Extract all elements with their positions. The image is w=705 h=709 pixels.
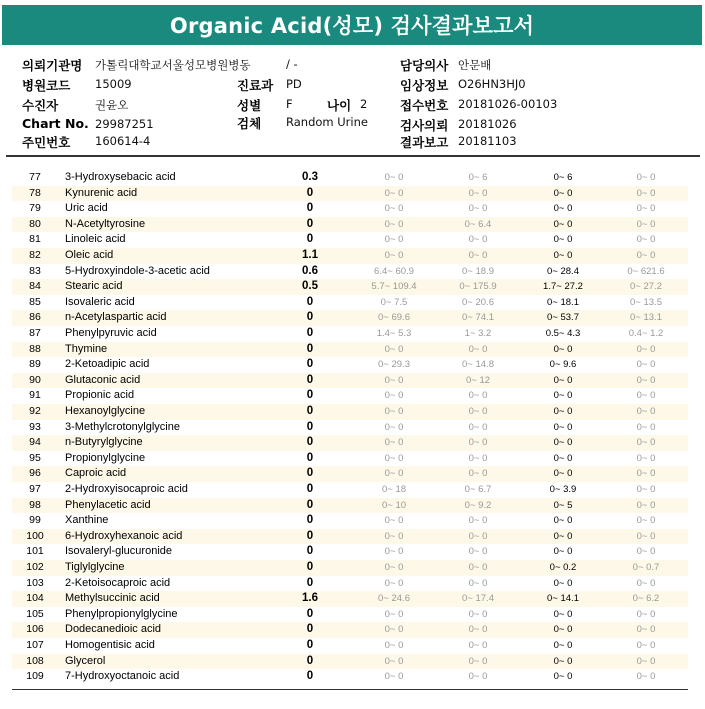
reference-range-3: 0~ 0 [553, 530, 573, 542]
acid-name: Homogentisic acid [65, 639, 155, 651]
result-value: 0 [306, 483, 314, 495]
receipt-no-label: 접수번호 [400, 98, 449, 113]
table-bottom-rule [12, 689, 688, 690]
result-value: 0 [306, 202, 314, 215]
reference-range-3: 0~ 6 [553, 172, 573, 183]
receipt-no-value: 20181026-00103 [458, 97, 558, 111]
row-number: 89 [29, 358, 41, 371]
acid-name: Phenylpropionylglycine [65, 607, 178, 620]
clinical-info-value: O26HN3HJ0 [458, 77, 526, 91]
reference-range-4: 0~ 0 [636, 468, 656, 480]
resident-no-value: 160614-4 [95, 134, 151, 148]
reference-range-2: 0~ 14.8 [462, 359, 494, 371]
reference-range-3: 0~ 0 [553, 515, 573, 527]
acid-name: Propionylglycine [65, 451, 146, 464]
table-row [12, 482, 688, 498]
reference-range-2: 0~ 20.6 [462, 296, 494, 308]
row-number: 79 [29, 202, 41, 215]
reference-range-4: 0~ 0 [636, 218, 656, 230]
acid-name: Thymine [65, 342, 108, 355]
reference-range-4: 0.4~ 1.2 [628, 328, 664, 339]
reference-range-1: 0~ 0 [384, 250, 404, 261]
reference-range-3: 1.7~ 27.2 [543, 281, 583, 293]
reference-range-2: 0~ 6 [468, 172, 488, 183]
reference-range-3: 0~ 53.7 [547, 312, 579, 324]
reference-range-4: 0~ 0 [636, 624, 656, 636]
result-value: 0 [306, 623, 314, 636]
reference-range-1: 0~ 0 [384, 437, 404, 449]
reference-range-2: 0~ 0 [468, 671, 488, 683]
reference-range-1: 0~ 0 [384, 546, 404, 558]
table-row [12, 529, 688, 545]
reference-range-2: 0~ 0 [468, 530, 488, 542]
reference-range-4: 0~ 0 [636, 530, 656, 542]
acid-name: Xanthine [65, 514, 109, 527]
acid-name: 2-Ketoadipic acid [65, 358, 150, 371]
patient-label: 수진자 [22, 98, 59, 113]
table-row [12, 544, 688, 560]
reference-range-3: 0~ 3.9 [549, 484, 577, 495]
reference-range-1: 5.7~ 109.4 [371, 281, 417, 293]
reference-range-4: 0~ 13.5 [630, 296, 662, 308]
reference-range-1: 0~ 0 [384, 515, 404, 527]
reference-range-4: 0~ 0 [636, 390, 656, 402]
reference-range-1: 0~ 0 [384, 234, 404, 246]
result-value: 0.6 [302, 264, 318, 277]
reference-range-1: 0~ 0 [384, 406, 404, 417]
reference-range-1: 0~ 0 [384, 608, 404, 620]
acid-name: 2-Ketoisocaproic acid [65, 576, 171, 589]
age-value: 2 [360, 97, 368, 111]
table-row [12, 404, 688, 420]
acid-name: Caproic acid [65, 467, 127, 480]
reference-range-4: 0~ 0 [636, 671, 656, 683]
reference-range-4: 0~ 0 [636, 640, 656, 651]
result-value: 0 [306, 639, 314, 651]
acid-name: n-Acetylaspartic acid [65, 311, 167, 324]
acid-name: 3-Hydroxysebacic acid [65, 171, 176, 183]
table-row [12, 217, 688, 233]
acid-name: 6-Hydroxyhexanoic acid [65, 529, 183, 542]
reference-range-4: 0~ 27.2 [630, 281, 662, 293]
table-row [12, 435, 688, 451]
row-number: 93 [29, 420, 41, 433]
row-number: 90 [29, 373, 41, 386]
reference-range-1: 6.4~ 60.9 [374, 265, 414, 277]
reference-range-2: 0~ 6.7 [464, 484, 492, 495]
row-number: 99 [29, 514, 41, 527]
reference-range-3: 0~ 0 [553, 250, 573, 261]
result-value: 0 [306, 295, 314, 308]
acid-name: Methylsuccinic acid [65, 592, 160, 605]
result-value: 0 [306, 451, 314, 464]
reference-range-4: 0~ 621.6 [627, 265, 665, 277]
reference-range-3: 0~ 0 [553, 421, 573, 433]
reference-range-3: 0~ 5 [553, 499, 573, 511]
result-value: 0 [306, 186, 314, 199]
table-row [12, 576, 688, 592]
patient-value: 권윤오 [95, 98, 129, 112]
chart-no-value: 29987251 [95, 117, 154, 131]
reference-range-1: 0~ 0 [384, 624, 404, 636]
acid-name: Kynurenic acid [65, 186, 138, 199]
reference-range-3: 0~ 28.4 [547, 265, 579, 277]
reference-range-1: 0~ 0 [384, 343, 404, 355]
row-number: 104 [26, 592, 44, 605]
table-row [12, 638, 688, 654]
reference-range-2: 0~ 0 [468, 437, 488, 449]
row-number: 96 [29, 467, 41, 480]
table-row [12, 607, 688, 623]
reference-range-3: 0~ 0 [553, 546, 573, 558]
result-value: 0 [306, 607, 314, 620]
table-row [12, 279, 688, 295]
result-value: 0 [306, 217, 314, 230]
row-number: 88 [29, 342, 41, 355]
row-number: 109 [26, 670, 44, 683]
report-date-label: 결과보고 [400, 135, 449, 150]
acid-name: Isovaleric acid [65, 295, 135, 308]
reference-range-2: 0~ 0 [468, 546, 488, 558]
reference-range-1: 0~ 0 [384, 203, 404, 215]
table-row [12, 466, 688, 482]
table-row [12, 295, 688, 311]
acid-name: Linoleic acid [65, 233, 126, 246]
reference-range-1: 0~ 0 [384, 671, 404, 683]
report-date-value: 20181103 [458, 134, 517, 148]
reference-range-1: 0~ 0 [384, 640, 404, 651]
reference-range-1: 0~ 0 [384, 390, 404, 402]
reference-range-4: 0~ 0 [636, 484, 656, 495]
result-value: 0 [306, 654, 314, 667]
acid-name: 3-Methylcrotonylglycine [65, 420, 180, 433]
row-number: 87 [29, 327, 41, 339]
acid-name: 5-Hydroxyindole-3-acetic acid [65, 264, 210, 277]
reference-range-4: 0~ 0 [636, 359, 656, 371]
result-value: 1.6 [302, 592, 318, 605]
reference-range-4: 0~ 13.1 [630, 312, 662, 324]
row-number: 77 [29, 171, 41, 183]
result-value: 0 [306, 436, 314, 449]
reference-range-1: 0~ 0 [384, 452, 404, 464]
acid-name: Dodecanedioic acid [65, 623, 162, 636]
reference-range-1: 1.4~ 5.3 [376, 328, 412, 339]
reference-range-4: 0~ 0 [636, 172, 656, 183]
result-value: 0 [306, 311, 314, 324]
reference-range-2: 0~ 0 [468, 608, 488, 620]
report-header [0, 50, 705, 150]
reference-range-1: 0~ 0 [384, 562, 404, 573]
reference-range-3: 0.5~ 4.3 [545, 328, 581, 339]
table-row [12, 654, 688, 670]
table-row [12, 232, 688, 248]
reference-range-3: 0~ 0 [553, 452, 573, 464]
row-number: 91 [29, 389, 41, 402]
reference-range-2: 0~ 0 [468, 624, 488, 636]
reference-range-3: 0~ 0 [553, 577, 573, 589]
reference-range-3: 0~ 0 [553, 406, 573, 417]
reference-range-4: 0~ 0 [636, 406, 656, 417]
acid-name: Glycerol [65, 654, 106, 667]
row-number: 92 [29, 405, 41, 417]
result-value: 0 [306, 342, 314, 355]
reference-range-3: 0~ 0 [553, 655, 573, 667]
reference-range-2: 0~ 0 [468, 577, 488, 589]
result-value: 0 [306, 233, 314, 246]
reference-range-2: 0~ 0 [468, 187, 488, 199]
reference-range-2: 0~ 0 [468, 250, 488, 261]
row-number: 84 [29, 280, 41, 293]
table-row [12, 170, 688, 186]
reference-range-3: 0~ 18.1 [547, 296, 579, 308]
acid-name: 2-Hydroxyisocaproic acid [65, 483, 188, 495]
reference-range-1: 0~ 0 [384, 530, 404, 542]
acid-name: Hexanoylglycine [65, 405, 146, 417]
header-divider [6, 155, 700, 157]
row-number: 95 [29, 451, 41, 464]
reference-range-4: 0~ 0 [636, 437, 656, 449]
result-value: 0 [306, 467, 314, 480]
hospital-label: 의뢰기관명 [22, 58, 83, 73]
reference-range-4: 0~ 0 [636, 234, 656, 246]
reference-range-3: 0~ 0 [553, 640, 573, 651]
table-row [12, 186, 688, 202]
reference-range-1: 0~ 0 [384, 468, 404, 480]
reference-range-3: 0~ 0 [553, 390, 573, 402]
acid-name: Uric acid [65, 202, 108, 215]
table-row [12, 373, 688, 389]
reference-range-3: 0~ 0.2 [549, 562, 577, 573]
reference-range-3: 0~ 0 [553, 234, 573, 246]
row-number: 98 [29, 498, 41, 511]
result-value: 0 [306, 498, 314, 511]
sex-value: F [286, 97, 293, 111]
clinical-info-label: 임상정보 [400, 78, 449, 93]
reference-range-1: 0~ 0 [384, 218, 404, 230]
reference-range-2: 0~ 0 [468, 203, 488, 215]
table-row [12, 560, 688, 576]
result-value: 0 [306, 561, 314, 573]
reference-range-3: 0~ 14.1 [547, 593, 579, 605]
acid-name: Isovaleryl-glucuronide [65, 545, 172, 558]
result-value: 0 [306, 529, 314, 542]
reference-range-2: 0~ 0 [468, 655, 488, 667]
reference-range-2: 0~ 175.9 [459, 281, 497, 293]
reference-range-2: 0~ 0 [468, 562, 488, 573]
specimen-label: 검체 [237, 116, 262, 131]
hospital-value: 가톨릭대학교서울성모병원병동 [95, 58, 251, 72]
row-number: 82 [29, 249, 41, 261]
table-row [12, 342, 688, 358]
row-number: 85 [29, 295, 41, 308]
reference-range-2: 0~ 17.4 [462, 593, 494, 605]
reference-range-2: 0~ 6.4 [464, 218, 492, 230]
age-label: 나이 [327, 98, 352, 113]
table-row [12, 498, 688, 514]
reference-range-1: 0~ 0 [384, 577, 404, 589]
reference-range-3: 0~ 9.6 [549, 359, 577, 371]
reference-range-4: 0~ 0 [636, 374, 656, 386]
reference-range-1: 0~ 10 [381, 499, 407, 511]
row-number: 78 [29, 186, 41, 199]
table-row [12, 513, 688, 529]
reference-range-3: 0~ 0 [553, 374, 573, 386]
reference-range-4: 0~ 0 [636, 608, 656, 620]
table-row [12, 591, 688, 607]
table-row [12, 310, 688, 326]
ward-value: / - [286, 57, 298, 71]
reference-range-2: 0~ 18.9 [462, 265, 494, 277]
reference-range-4: 0~ 0 [636, 203, 656, 215]
table-row [12, 622, 688, 638]
acid-name: Propionic acid [65, 389, 135, 402]
row-number: 97 [29, 483, 41, 495]
reference-range-4: 0~ 0 [636, 250, 656, 261]
table-row [12, 264, 688, 280]
reference-range-4: 0~ 0 [636, 515, 656, 527]
reference-range-2: 0~ 0 [468, 234, 488, 246]
reference-range-4: 0~ 6.2 [632, 593, 660, 605]
acid-name: Oleic acid [65, 249, 114, 261]
result-value: 0 [306, 576, 314, 589]
department-value: PD [286, 77, 302, 91]
table-row [12, 326, 688, 342]
table-row [12, 357, 688, 373]
reference-range-3: 0~ 0 [553, 343, 573, 355]
result-value: 0 [306, 373, 314, 386]
reference-range-2: 0~ 0 [468, 406, 488, 417]
row-number: 105 [26, 607, 44, 620]
reference-range-4: 0~ 0 [636, 421, 656, 433]
reference-range-3: 0~ 0 [553, 468, 573, 480]
reference-range-2: 0~ 0 [468, 390, 488, 402]
acid-name: Tiglylglycine [65, 561, 125, 573]
reference-range-4: 0~ 0 [636, 655, 656, 667]
specimen-value: Random Urine [286, 115, 368, 129]
reference-range-3: 0~ 0 [553, 671, 573, 683]
result-value: 0 [306, 670, 314, 683]
table-row [12, 248, 688, 264]
hospital-code-label: 병원코드 [22, 78, 71, 93]
reference-range-1: 0~ 24.6 [378, 593, 410, 605]
reference-range-2: 0~ 12 [465, 374, 491, 386]
hospital-code-value: 15009 [95, 77, 132, 91]
reference-range-4: 0~ 0.7 [632, 562, 660, 573]
reference-range-2: 0~ 9.2 [464, 499, 492, 511]
request-date-value: 20181026 [458, 117, 517, 131]
reference-range-3: 0~ 0 [553, 624, 573, 636]
result-value: 0 [306, 389, 314, 402]
result-value: 0.3 [302, 171, 318, 183]
reference-range-4: 0~ 0 [636, 452, 656, 464]
reference-range-1: 0~ 7.5 [380, 296, 408, 308]
reference-range-3: 0~ 0 [553, 608, 573, 620]
request-date-label: 검사의뢰 [400, 118, 449, 133]
doctor-value: 안문배 [458, 58, 492, 72]
row-number: 102 [26, 561, 44, 573]
table-row [12, 451, 688, 467]
reference-range-4: 0~ 0 [636, 343, 656, 355]
sex-label: 성별 [237, 98, 262, 113]
reference-range-3: 0~ 0 [553, 437, 573, 449]
row-number: 94 [29, 436, 41, 449]
result-value: 0 [306, 545, 314, 558]
doctor-label: 담당의사 [400, 58, 449, 73]
reference-range-1: 0~ 29.3 [378, 359, 410, 371]
reference-range-2: 1~ 3.2 [464, 328, 492, 339]
row-number: 100 [26, 529, 44, 542]
reference-range-1: 0~ 0 [384, 187, 404, 199]
result-value: 0 [306, 514, 314, 527]
result-value: 0 [306, 420, 314, 433]
reference-range-3: 0~ 0 [553, 218, 573, 230]
department-label: 진료과 [237, 78, 274, 93]
reference-range-4: 0~ 0 [636, 499, 656, 511]
result-value: 0 [306, 358, 314, 371]
table-row [12, 669, 688, 685]
reference-range-4: 0~ 0 [636, 187, 656, 199]
reference-range-1: 0~ 69.6 [378, 312, 410, 324]
reference-range-3: 0~ 0 [553, 187, 573, 199]
reference-range-2: 0~ 74.1 [462, 312, 494, 324]
result-value: 1.1 [302, 249, 318, 261]
result-value: 0 [306, 327, 314, 339]
row-number: 103 [26, 576, 44, 589]
reference-range-4: 0~ 0 [636, 577, 656, 589]
table-row [12, 420, 688, 436]
reference-range-3: 0~ 0 [553, 203, 573, 215]
acid-name: N-Acetyltyrosine [65, 217, 146, 230]
row-number: 101 [26, 545, 44, 558]
reference-range-2: 0~ 0 [468, 640, 488, 651]
reference-range-2: 0~ 0 [468, 452, 488, 464]
row-number: 81 [29, 233, 41, 246]
row-number: 108 [26, 654, 44, 667]
result-value: 0 [306, 405, 314, 417]
row-number: 80 [29, 217, 41, 230]
table-row [12, 201, 688, 217]
reference-range-2: 0~ 0 [468, 421, 488, 433]
resident-no-label: 주민번호 [22, 135, 71, 150]
result-value: 0.5 [302, 280, 318, 293]
reference-range-2: 0~ 0 [468, 343, 488, 355]
reference-range-1: 0~ 0 [384, 421, 404, 433]
acid-name: Phenylpyruvic acid [65, 327, 157, 339]
reference-range-1: 0~ 18 [381, 484, 407, 495]
reference-range-1: 0~ 0 [384, 172, 404, 183]
acid-name: 7-Hydroxyoctanoic acid [65, 670, 180, 683]
report-title: Organic Acid(성모) 검사결과보고서 [2, 5, 702, 45]
reference-range-4: 0~ 0 [636, 546, 656, 558]
acid-name: Phenylacetic acid [65, 498, 151, 511]
row-number: 107 [26, 639, 44, 651]
chart-no-label: Chart No. [22, 116, 89, 131]
acid-name: Glutaconic acid [65, 373, 141, 386]
reference-range-1: 0~ 0 [384, 655, 404, 667]
reference-range-1: 0~ 0 [384, 374, 404, 386]
row-number: 86 [29, 311, 41, 324]
row-number: 83 [29, 264, 41, 277]
acid-name: Stearic acid [65, 280, 123, 293]
row-number: 106 [26, 623, 44, 636]
reference-range-2: 0~ 0 [468, 468, 488, 480]
acid-name: n-Butyrylglycine [65, 436, 143, 449]
reference-range-2: 0~ 0 [468, 515, 488, 527]
table-row [12, 388, 688, 404]
